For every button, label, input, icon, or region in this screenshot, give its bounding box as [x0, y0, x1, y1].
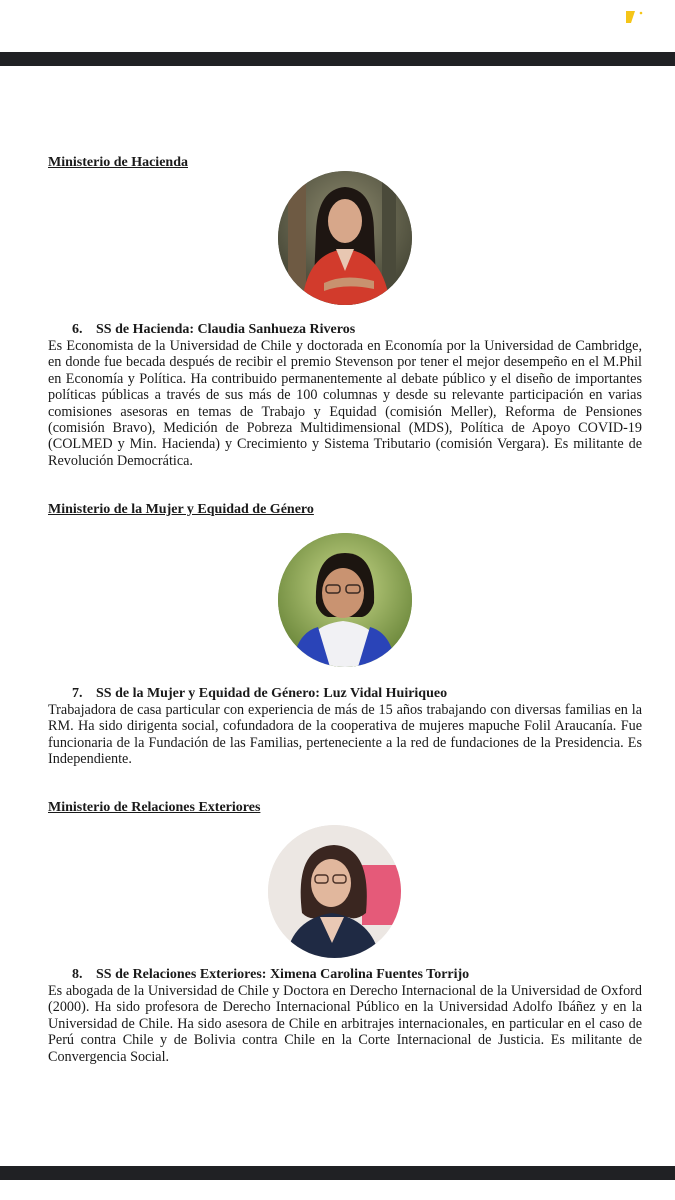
item-title: SS de Relaciones Exteriores: Ximena Carolina Fuentes Torrijo: [96, 967, 470, 982]
item-title: SS de la Mujer y Equidad de Género: Luz Vidal Huiriqueo: [96, 686, 448, 701]
top-bar: [0, 0, 675, 52]
portrait-luz-vidal: [278, 533, 412, 667]
item-number: 6.: [72, 322, 83, 337]
bio-paragraph-7: Trabajadora de casa particular con experiencia de más de 15 años trabajando con diversas familias en la RM. Ha sido dirigenta social, cofundadora de la cooperativa de mujeres mapuche Folil Araucanía. Fue funcionaria de la Fundación de las Familias, perteneciente a la red de fundaciones de la Presidencia. Es Independiente.: [48, 702, 642, 768]
section-heading-relaciones-exteriores: Ministerio de Relaciones Exteriores: [48, 800, 261, 815]
person-title-7: [72, 686, 447, 702]
portrait-claudia-sanhueza: [278, 171, 412, 305]
item-title: SS de Hacienda: Claudia Sanhueza Riveros: [96, 322, 356, 337]
item-number: 7.: [72, 686, 83, 701]
item-number: 8.: [72, 967, 83, 982]
bio-paragraph-6: Es Economista de la Universidad de Chile y doctorada en Economía por la Universidad de Cambridge, en donde fue becada después de recibir el premio Stevenson por tener el mejor desempeño en el M.Phil en Economía y Política. Ha contribuido permanentemente al debate público y el diseño de importantes políticas públicas a través de sus más de 100 columnas y desde su relevante participación en varias comisiones asesoras en temas de Trabajo y Equidad (comisión Meller), Reforma de Pensiones (comisión Bravo), Medición de Pobreza Multidimensional (MDS), Política de Apoyo COVID-19 (COLMED y Min. Hacienda) y Crecimiento y Sistema Tributario (comisión Vergara). Es militante de Revolución Democrática.: [48, 338, 642, 469]
section-heading-mujer: Ministerio de la Mujer y Equidad de Género: [48, 502, 314, 517]
person-title-6: [72, 322, 355, 338]
section-heading-hacienda: Ministerio de Hacienda: [48, 155, 188, 170]
document-top-border: [0, 52, 675, 66]
app-logo-icon[interactable]: [624, 10, 644, 24]
person-title-8: [72, 967, 469, 983]
portrait-ximena-fuentes: [268, 825, 401, 958]
document-bottom-border: [0, 1166, 675, 1180]
document-page: [0, 66, 675, 1166]
bio-paragraph-8: Es abogada de la Universidad de Chile y Doctora en Derecho Internacional de la Universidad de Oxford (2000). Ha sido profesora de Derecho Internacional Público en la Universidad Adolfo Ibáñez y en la Universidad de Chile. Ha sido asesora de Chile en arbitrajes internacionales, en particular en el caso de Perú contra Chile y de Bolivia contra Chile en la Corte Internacional de Justicia. Es militante de Convergencia Social.: [48, 983, 642, 1065]
